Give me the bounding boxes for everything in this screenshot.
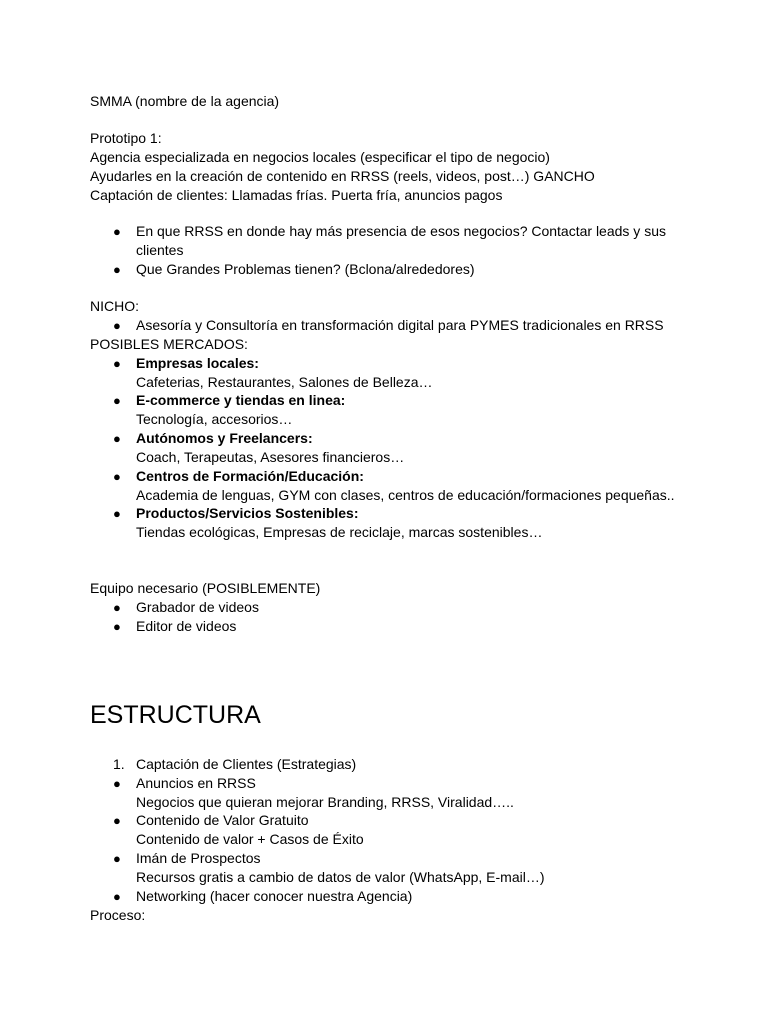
bullet-marker: ● — [113, 469, 121, 484]
mercado-desc: Tiendas ecológicas, Empresas de reciclaje, marcas sostenibles… — [136, 524, 543, 540]
equipo-item: Editor de videos — [136, 618, 237, 634]
nicho-label: NICHO: — [90, 298, 139, 314]
estructura-heading: ESTRUCTURA — [90, 701, 261, 729]
proceso-label: Proceso: — [90, 907, 146, 923]
mercado-desc: Tecnología, accesorios… — [136, 411, 293, 427]
estructura-item-title: Contenido de Valor Gratuito — [136, 812, 309, 828]
bullet-marker: ● — [113, 506, 121, 521]
prototipo-bullet: En que RRSS en donde hay más presencia de esos negocios? Contactar leads y sus — [136, 223, 666, 239]
bullet-marker: ● — [113, 851, 121, 866]
estructura-item-desc: Contenido de valor + Casos de Éxito — [136, 831, 364, 847]
bullet-marker: ● — [113, 318, 121, 333]
estructura-item-title: Imán de Prospectos — [136, 850, 261, 866]
estructura-item-title: Anuncios en RRSS — [136, 775, 256, 791]
mercado-desc: Cafeterias, Restaurantes, Salones de Belleza… — [136, 374, 433, 390]
bullet-marker: ● — [113, 813, 121, 828]
bullet-marker: ● — [113, 431, 121, 446]
bullet-marker: ● — [113, 619, 121, 634]
mercados-label: POSIBLES MERCADOS: — [90, 336, 248, 352]
estructura-numbered-item: Captación de Clientes (Estrategias) — [136, 756, 357, 772]
bullet-marker: ● — [113, 356, 121, 371]
bullet-marker: ● — [113, 224, 121, 239]
mercado-title: E-commerce y tiendas en linea: — [136, 392, 346, 408]
prototipo-line: Captación de clientes: Llamadas frías. Puerta fría, anuncios pagos — [90, 187, 503, 203]
mercado-desc: Coach, Terapeutas, Asesores financieros… — [136, 449, 405, 465]
mercado-title: Autónomos y Freelancers: — [136, 430, 313, 446]
mercado-title: Empresas locales: — [136, 355, 259, 371]
estructura-item-desc: Negocios que quieran mejorar Branding, RRSS, Viralidad….. — [136, 794, 514, 810]
estructura-item-desc: Recursos gratis a cambio de datos de valor (WhatsApp, E-mail…) — [136, 869, 545, 885]
equipo-item: Grabador de videos — [136, 599, 259, 615]
bullet-marker: ● — [113, 393, 121, 408]
bullet-marker: ● — [113, 776, 121, 791]
estructura-item-title: Networking (hacer conocer nuestra Agencia) — [136, 888, 413, 904]
bullet-marker: ● — [113, 262, 121, 277]
list-number: 1. — [113, 756, 125, 772]
prototipo-line: Ayudarles en la creación de contenido en RRSS (reels, videos, post…) GANCHO — [90, 168, 595, 184]
prototipo-label: Prototipo 1: — [90, 130, 162, 146]
prototipo-bullet: Que Grandes Problemas tienen? (Bclona/alrededores) — [136, 261, 475, 277]
mercado-title: Productos/Servicios Sostenibles: — [136, 505, 359, 521]
mercado-desc: Academia de lenguas, GYM con clases, centros de educación/formaciones pequeñas.. — [136, 487, 675, 503]
agency-title: SMMA (nombre de la agencia) — [90, 93, 280, 109]
equipo-label: Equipo necesario (POSIBLEMENTE) — [90, 580, 321, 596]
prototipo-line: Agencia especializada en negocios locales (especificar el tipo de negocio) — [90, 149, 550, 165]
prototipo-bullet-continuation: clientes — [136, 242, 184, 258]
bullet-marker: ● — [113, 889, 121, 904]
nicho-bullet: Asesoría y Consultoría en transformación digital para PYMES tradicionales en RRSS — [136, 317, 664, 333]
mercado-title: Centros de Formación/Educación: — [136, 468, 364, 484]
bullet-marker: ● — [113, 600, 121, 615]
